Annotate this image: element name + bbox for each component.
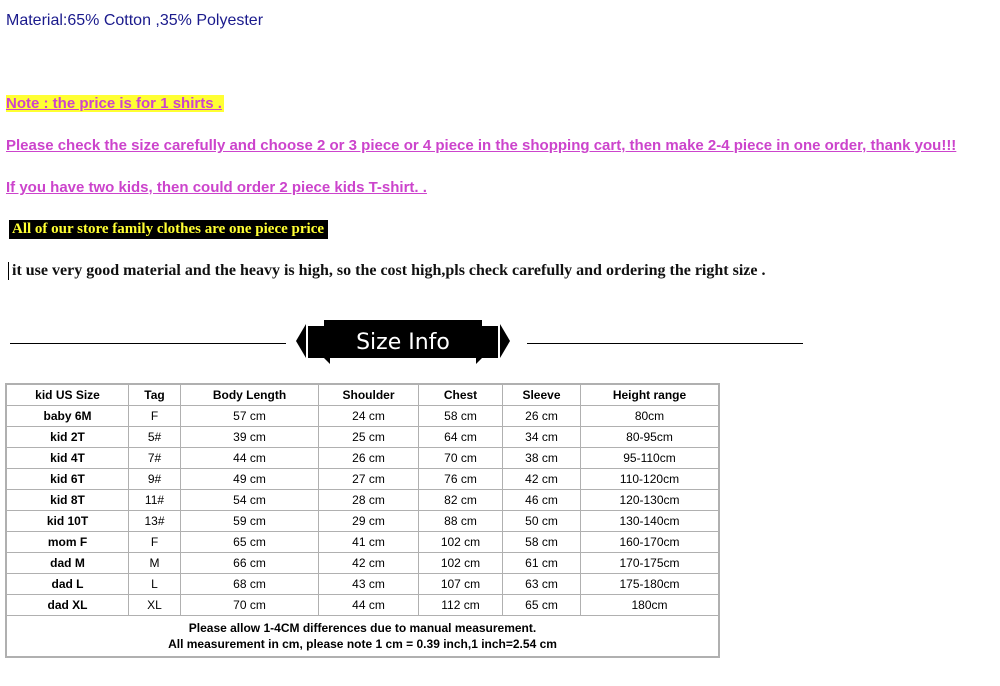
cell-body-length: 68 cm [181, 574, 319, 595]
cell-body-length: 57 cm [181, 406, 319, 427]
header-shoulder: Shoulder [319, 385, 419, 406]
cell-tag: 9# [129, 469, 181, 490]
size-info-banner [296, 320, 510, 366]
table-row [7, 406, 719, 427]
table-row [7, 532, 719, 553]
cell-tag: F [129, 406, 181, 427]
cell-chest: 112 cm [419, 595, 503, 616]
cell-shoulder: 43 cm [319, 574, 419, 595]
header-height-range: Height range [581, 385, 719, 406]
cell-size: kid 8T [7, 490, 129, 511]
left-divider [10, 343, 286, 344]
header-chest: Chest [419, 385, 503, 406]
cell-sleeve: 63 cm [503, 574, 581, 595]
cell-size: dad L [7, 574, 129, 595]
cell-sleeve: 58 cm [503, 532, 581, 553]
table-row [7, 553, 719, 574]
material-quality-note: it use very good material and the heavy is high, so the cost high,pls check carefully and ordering the right size . [8, 262, 765, 280]
cell-shoulder: 26 cm [319, 448, 419, 469]
cell-height-range: 80-95cm [581, 427, 719, 448]
footer-line-1: Please allow 1-4CM differences due to manual measurement. [188, 621, 537, 635]
table-footer [7, 616, 719, 657]
cell-chest: 102 cm [419, 532, 503, 553]
cell-sleeve: 34 cm [503, 427, 581, 448]
cell-chest: 58 cm [419, 406, 503, 427]
cell-body-length: 39 cm [181, 427, 319, 448]
cell-size: dad M [7, 553, 129, 574]
cell-size: dad XL [7, 595, 129, 616]
cell-height-range: 110-120cm [581, 469, 719, 490]
cell-chest: 70 cm [419, 448, 503, 469]
footer-line-2: All measurement in cm, please note 1 cm = 0.39 inch,1 inch=2.54 cm [168, 637, 557, 651]
table-footer-row [7, 616, 719, 657]
cell-height-range: 80cm [581, 406, 719, 427]
size-table [6, 384, 719, 657]
cell-tag: 7# [129, 448, 181, 469]
cell-shoulder: 44 cm [319, 595, 419, 616]
cell-size: kid 10T [7, 511, 129, 532]
cell-sleeve: 42 cm [503, 469, 581, 490]
cell-size: kid 6T [7, 469, 129, 490]
cell-shoulder: 24 cm [319, 406, 419, 427]
cell-shoulder: 42 cm [319, 553, 419, 574]
table-row [7, 427, 719, 448]
cell-sleeve: 46 cm [503, 490, 581, 511]
cell-tag: 5# [129, 427, 181, 448]
cell-shoulder: 41 cm [319, 532, 419, 553]
cell-tag: M [129, 553, 181, 574]
cell-height-range: 95-110cm [581, 448, 719, 469]
cell-chest: 82 cm [419, 490, 503, 511]
cell-tag: L [129, 574, 181, 595]
cell-chest: 76 cm [419, 469, 503, 490]
header-tag: Tag [129, 385, 181, 406]
store-price-note: All of our store family clothes are one piece price [9, 220, 328, 239]
cell-tag: 11# [129, 490, 181, 511]
cell-chest: 88 cm [419, 511, 503, 532]
banner-title: Size Info [356, 330, 450, 355]
cell-sleeve: 50 cm [503, 511, 581, 532]
cell-size: kid 4T [7, 448, 129, 469]
cell-sleeve: 26 cm [503, 406, 581, 427]
cell-body-length: 66 cm [181, 553, 319, 574]
cell-body-length: 54 cm [181, 490, 319, 511]
cell-height-range: 120-130cm [581, 490, 719, 511]
cell-height-range: 160-170cm [581, 532, 719, 553]
cell-tag: 13# [129, 511, 181, 532]
cell-body-length: 65 cm [181, 532, 319, 553]
table-row [7, 574, 719, 595]
price-note: Note : the price is for 1 shirts . [6, 95, 222, 112]
table-row [7, 448, 719, 469]
cell-size: kid 2T [7, 427, 129, 448]
table-row [7, 595, 719, 616]
cell-height-range: 175-180cm [581, 574, 719, 595]
cell-shoulder: 27 cm [319, 469, 419, 490]
header-sleeve: Sleeve [503, 385, 581, 406]
cell-body-length: 70 cm [181, 595, 319, 616]
cell-sleeve: 61 cm [503, 553, 581, 574]
table-row [7, 511, 719, 532]
cell-shoulder: 25 cm [319, 427, 419, 448]
cell-body-length: 49 cm [181, 469, 319, 490]
cell-tag: F [129, 532, 181, 553]
cell-body-length: 44 cm [181, 448, 319, 469]
cell-size: mom F [7, 532, 129, 553]
cell-sleeve: 65 cm [503, 595, 581, 616]
cell-shoulder: 29 cm [319, 511, 419, 532]
cell-height-range: 180cm [581, 595, 719, 616]
table-row [7, 469, 719, 490]
cell-tag: XL [129, 595, 181, 616]
table-header-row [7, 385, 719, 406]
material-text: Material:65% Cotton ,35% Polyester [6, 12, 264, 29]
cell-size: baby 6M [7, 406, 129, 427]
kids-order-note: If you have two kids, then could order 2 piece kids T-shirt. . [6, 179, 427, 196]
cell-sleeve: 38 cm [503, 448, 581, 469]
cell-body-length: 59 cm [181, 511, 319, 532]
cell-chest: 107 cm [419, 574, 503, 595]
right-divider [527, 343, 803, 344]
cell-height-range: 170-175cm [581, 553, 719, 574]
table-row [7, 490, 719, 511]
cell-shoulder: 28 cm [319, 490, 419, 511]
cell-height-range: 130-140cm [581, 511, 719, 532]
header-size: kid US Size [7, 385, 129, 406]
header-body-length: Body Length [181, 385, 319, 406]
size-check-note: Please check the size carefully and choose 2 or 3 piece or 4 piece in the shopping cart, then make 2-4 piece in one order, thank you!!! [6, 137, 957, 154]
cell-chest: 64 cm [419, 427, 503, 448]
cell-chest: 102 cm [419, 553, 503, 574]
